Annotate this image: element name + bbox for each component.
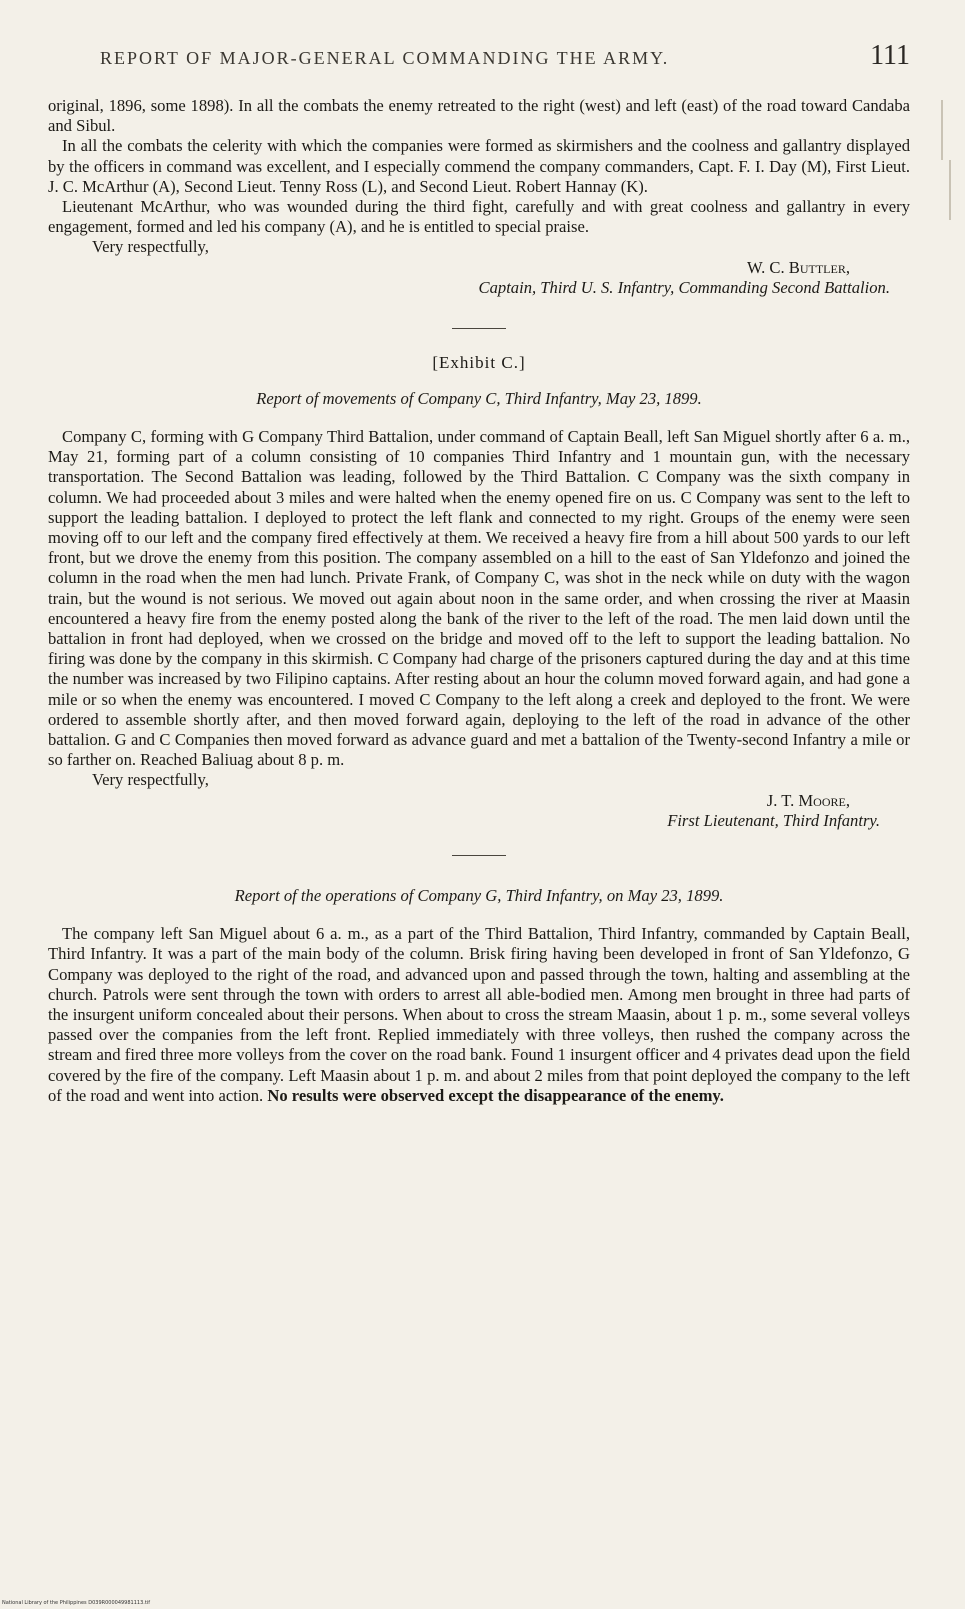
signature-title: Captain, Third U. S. Infantry, Commanding Second Battalion. bbox=[478, 277, 890, 297]
document-page bbox=[48, 40, 910, 1106]
scan-footer: National Library of the Philippines D039R000049981113.tif bbox=[2, 1600, 150, 1606]
paragraph bbox=[48, 924, 910, 1106]
signature-name: J. T. Moore, bbox=[766, 790, 850, 810]
page-edge-mark bbox=[949, 160, 951, 220]
report-title: Report of movements of Company C, Third Infantry, May 23, 1899. bbox=[256, 389, 702, 409]
report-title: Report of the operations of Company G, Third Infantry, on May 23, 1899. bbox=[234, 886, 724, 906]
paragraph: In all the combats the celerity with which the companies were formed as skirmishers and the coolness and gallantry displayed by the officers in command was excellent, and I especially commend the company commanders, Capt. F. I. Day (M), First Lieut. J. C. McArthur (A), Second Lieut. Tenny Ross (L), and Second Lieut. Robert Hannay (K). bbox=[48, 136, 910, 196]
running-title: REPORT OF MAJOR-GENERAL COMMANDING THE ARMY. bbox=[100, 48, 670, 68]
page-number: 111 bbox=[870, 40, 910, 71]
paragraph: Lieutenant McArthur, who was wounded during the third fight, carefully and with great coolness and gallantry in every engagement, formed and led his company (A), and he is entitled to special praise. bbox=[48, 197, 910, 237]
paragraph-text-end: No results were observed except the disappearance of the enemy. bbox=[267, 1085, 724, 1105]
report-company-c bbox=[48, 427, 910, 831]
paragraph: original, 1896, some 1898). In all the combats the enemy retreated to the right (west) and left (east) of the road toward Candaba and Sibul. bbox=[48, 96, 910, 136]
page-edge-mark bbox=[941, 100, 943, 160]
closing-salutation: Very respectfully, bbox=[92, 770, 209, 790]
exhibit-label: [Exhibit C.] bbox=[432, 353, 526, 373]
report-continuation bbox=[48, 96, 910, 298]
signature-name: W. C. Buttler, bbox=[746, 257, 850, 277]
report-company-g bbox=[48, 924, 910, 1106]
paragraph-text: The company left San Miguel about 6 a. m., as a part of the Third Battalion, Third Infantry, commanded by Captain Beall, Third Infantry. It was a part of the main body of the column. Brisk firing having been developed in front of San Yldefonzo, G Company was deployed to the right of the road, and advanced upon and passed through the town, halting and assembling at the church. Patrols were sent through the town with orders to arrest all able-bodied men. Among men brought in three had parts of the insurgent uniform concealed about their persons. When about to cross the stream Maasin, about 1 p. m., some several volleys passed over the companies from the left front. Replied immediately with three volleys, then rushed the company across the stream and fired three more volleys from the cover on the road bank. Found 1 insurgent officer and 4 privates dead upon the field covered by the fire of the company. Left Maasin about 1 p. m. and about 2 miles from that point deployed the company to the left of the road and went into action. bbox=[48, 924, 910, 1105]
running-header bbox=[100, 40, 910, 72]
signature-title: First Lieutenant, Third Infantry. bbox=[667, 810, 880, 830]
paragraph: Company C, forming with G Company Third Battalion, under command of Captain Beall, left San Miguel shortly after 6 a. m., May 21, forming part of a column consisting of 10 companies Third Infantry and 1 mountain gun, with the necessary transportation. The Second Battalion was leading, followed by the Third Battalion. C Company was the sixth company in column. We had proceeded about 3 miles and were halted when the enemy opened fire on us. C Company was sent to the left to support the leading battalion. I deployed to protect the left flank and connected to my right. Groups of the enemy were seen moving off to our left and the company fired effectively at them. We received a heavy fire from a hill about 500 yards to our left front, but we drove the enemy from this position. The company assembled on a hill to the east of San Yldefonzo and joined the column in the road when the men had lunch. Private Frank, of Company C, was shot in the neck while on duty with the wagon train, but the wound is not serious. We moved out again about noon in the same order, and when crossing the river at Maasin encountered a heavy fire from the enemy posted along the bank of the river to the left of the road. The men laid down until the battalion in front had deployed, when we crossed on the bridge and moved off to the left to support the leading battalion. No firing was done by the company in this skirmish. C Company had charge of the prisoners captured during the day and at this time the number was increased by two Filipino captains. After resting about an hour the column moved forward again, and had gone a mile or so when the enemy was encountered. I moved C Company to the left along a creek and deployed to the front. We were ordered to assemble shortly after, and then moved forward again, deploying to the left of the road in advance of the other battalion. G and C Companies then moved forward as advance guard and met a battalion of the Twenty-second Infantry a mile or so farther on. Reached Baliuag about 8 p. m. bbox=[48, 427, 910, 770]
closing-salutation: Very respectfully, bbox=[92, 237, 209, 257]
